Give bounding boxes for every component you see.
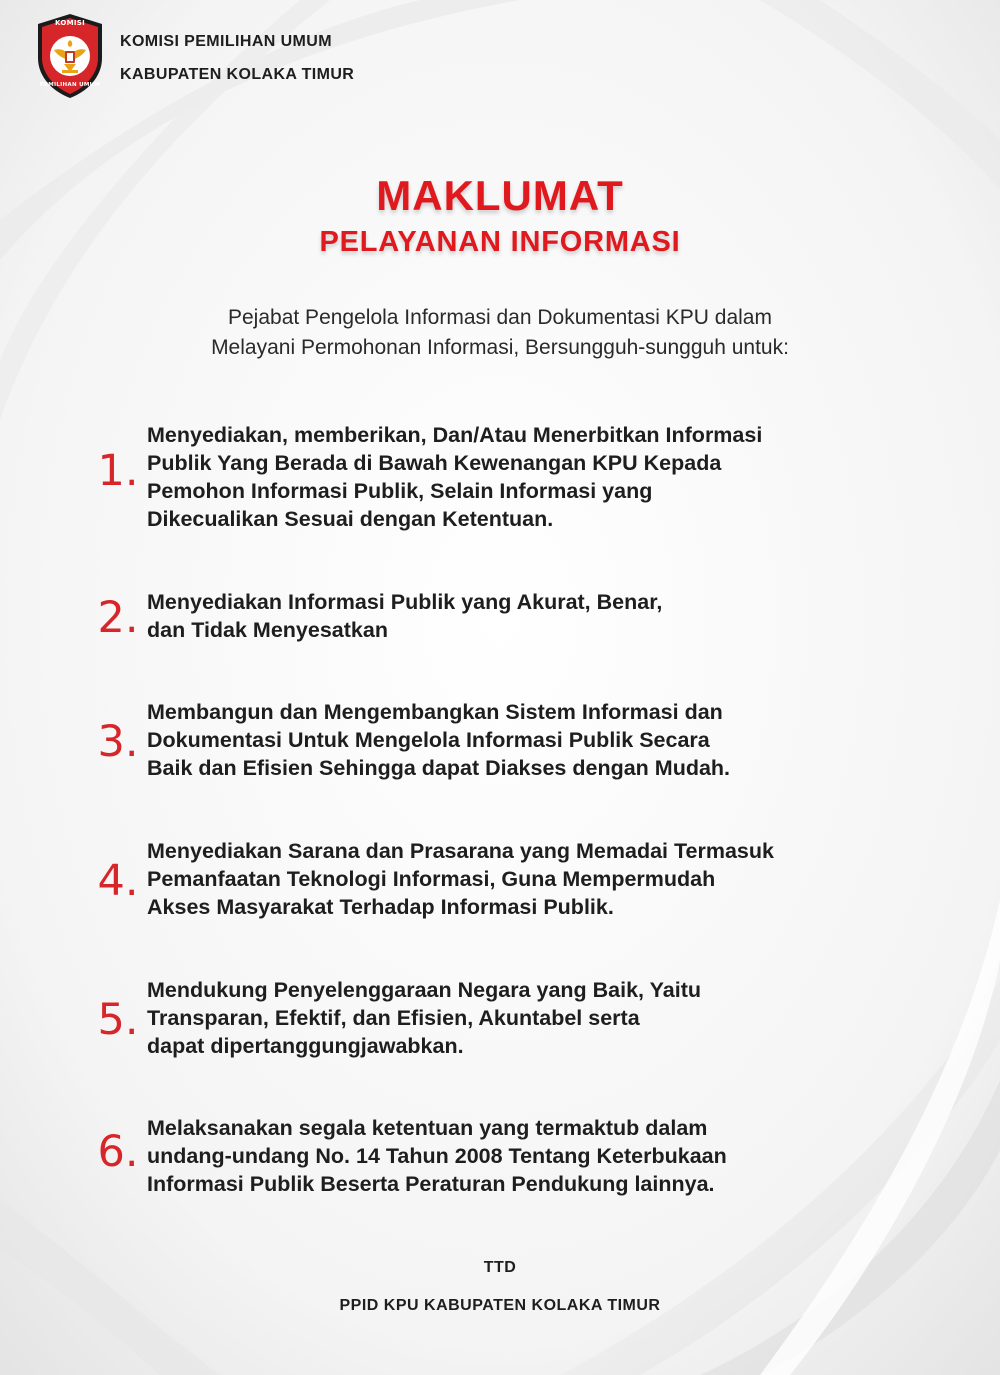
logo-bottom-text: PEMILIHAN UMUM <box>39 82 101 88</box>
list-item-line: Akses Masyarakat Terhadap Informasi Publik. <box>147 895 614 919</box>
list-item-text <box>147 976 987 1060</box>
list-item-number: 3. <box>97 717 139 767</box>
list-item-line: Informasi Publik Beserta Peraturan Pendukung lainnya. <box>147 1172 715 1196</box>
list-item-line: Transparan, Efektif, dan Efisien, Akuntabel serta <box>147 1006 640 1030</box>
list-item-number: 1. <box>97 446 139 496</box>
page-subtitle: PELAYANAN INFORMASI <box>319 226 681 258</box>
list-item-number: 2. <box>97 593 139 643</box>
list-item-line: dan Tidak Menyesatkan <box>147 618 388 642</box>
signature-label: TTD <box>483 1259 517 1276</box>
list-item-text <box>147 837 987 921</box>
org-region: KABUPATEN KOLAKA TIMUR <box>120 65 355 83</box>
list-item-text <box>147 588 987 644</box>
list-item-number: 4. <box>97 856 139 906</box>
list-item-line: Pemanfaatan Teknologi Informasi, Guna Mempermudah <box>147 867 716 891</box>
intro-line: Pejabat Pengelola Informasi dan Dokumentasi KPU dalam <box>228 306 772 329</box>
list-item-line: Menyediakan, memberikan, Dan/Atau Menerbitkan Informasi <box>147 423 763 447</box>
intro-line: Melayani Permohonan Informasi, Bersungguh-sungguh untuk: <box>211 336 789 359</box>
kpu-logo-icon <box>34 12 106 100</box>
org-name: KOMISI PEMILIHAN UMUM <box>120 32 332 50</box>
list-item-line: Membangun dan Mengembangkan Sistem Informasi dan <box>147 700 723 724</box>
list-item-text <box>147 1114 987 1198</box>
list-item-line: Melaksanakan segala ketentuan yang termaktub dalam <box>147 1116 708 1140</box>
list-item-line: Baik dan Efisien Sehingga dapat Diakses dengan Mudah. <box>147 756 731 780</box>
list-item-line: Dikecualikan Sesuai dengan Ketentuan. <box>147 507 554 531</box>
list-item-text <box>147 421 987 533</box>
list-item-number: 6. <box>97 1127 139 1177</box>
list-item-line: undang-undang No. 14 Tahun 2008 Tentang Keterbukaan <box>147 1144 727 1168</box>
list-item-line: Pemohon Informasi Publik, Selain Informasi yang <box>147 479 653 503</box>
org-block <box>120 32 354 85</box>
page-title: MAKLUMAT <box>376 172 624 219</box>
list-item-text <box>147 698 987 782</box>
list-item-line: dapat dipertanggungjawabkan. <box>147 1034 464 1058</box>
logo-top-text: KOMISI <box>54 19 86 27</box>
list-item-number: 5. <box>97 995 139 1045</box>
list-item-line: Dokumentasi Untuk Mengelola Informasi Publik Secara <box>147 728 710 752</box>
title-block <box>0 172 1000 260</box>
list-item-line: Menyediakan Informasi Publik yang Akurat, Benar, <box>147 590 663 614</box>
list-item-line: Menyediakan Sarana dan Prasarana yang Memadai Termasuk <box>147 839 774 863</box>
list-item-line: Mendukung Penyelenggaraan Negara yang Baik, Yaitu <box>147 978 701 1002</box>
intro-text <box>0 303 1000 363</box>
signer-name: PPID KPU KABUPATEN KOLAKA TIMUR <box>339 1297 661 1314</box>
header <box>34 12 354 100</box>
list-item-line: Publik Yang Berada di Bawah Kewenangan KPU Kepada <box>147 451 722 475</box>
